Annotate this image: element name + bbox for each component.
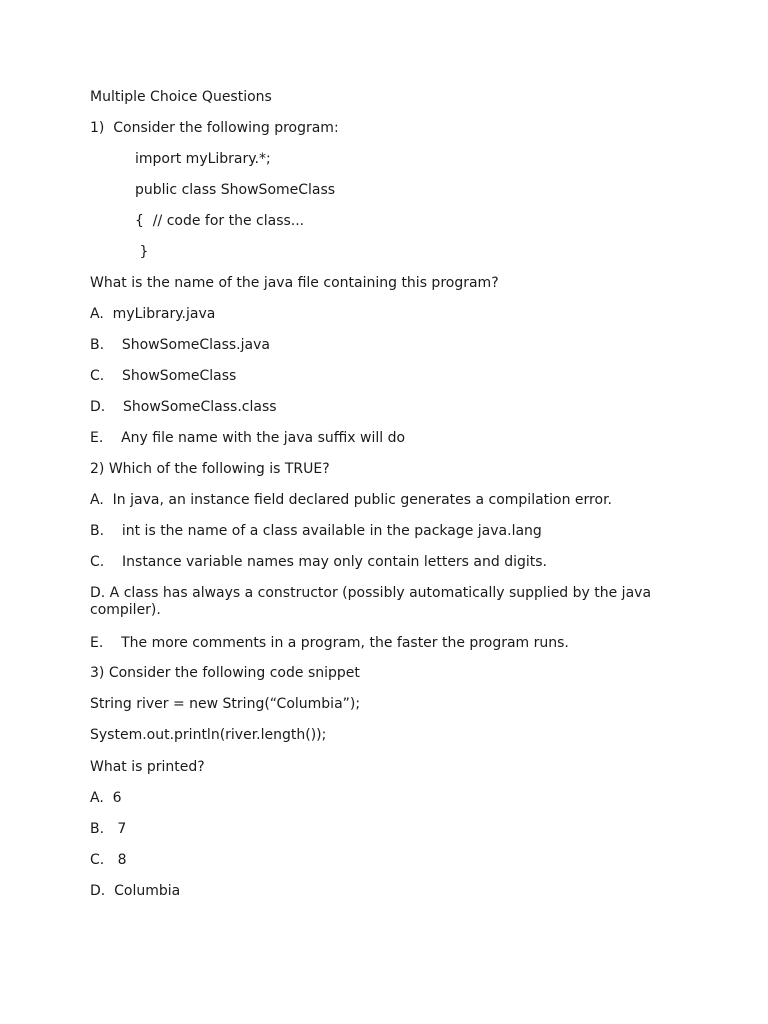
question-3-text: What is printed? xyxy=(90,759,205,775)
question-2-option-c: C. Instance variable names may only contain letters and digits. xyxy=(90,554,548,570)
code-line: String river = new String(“Columbia”); xyxy=(90,696,361,712)
question-3-option-c: C. 8 xyxy=(90,852,127,868)
question-2-option-a: A. In java, an instance field declared public generates a compilation error. xyxy=(90,492,612,508)
question-1-option-c: C. ShowSomeClass xyxy=(90,368,237,384)
question-3-option-d: D. Columbia xyxy=(90,883,181,899)
code-line: System.out.println(river.length()); xyxy=(90,727,327,743)
question-1-prompt: 1) Consider the following program: xyxy=(90,120,339,136)
question-1-option-e: E. Any file name with the java suffix will do xyxy=(90,430,406,446)
question-3-prompt: 3) Consider the following code snippet xyxy=(90,665,360,681)
question-3-option-a: A. 6 xyxy=(90,790,122,806)
code-line: import myLibrary.*; xyxy=(135,151,271,167)
question-3-option-b: B. 7 xyxy=(90,821,127,837)
question-1-text: What is the name of the java file containing this program? xyxy=(90,275,499,291)
code-line: } xyxy=(135,244,149,260)
code-line: { // code for the class... xyxy=(135,213,305,229)
question-1-option-d: D. ShowSomeClass.class xyxy=(90,399,277,415)
question-2-option-b: B. int is the name of a class available in the package java.lang xyxy=(90,523,542,539)
document-heading: Multiple Choice Questions xyxy=(90,89,272,105)
question-2-option-e: E. The more comments in a program, the faster the program runs. xyxy=(90,635,569,651)
question-1-option-a: A. myLibrary.java xyxy=(90,306,216,322)
question-2-option-d: D. A class has always a constructor (possibly automatically supplied by the java compiler). xyxy=(90,585,652,618)
code-line: public class ShowSomeClass xyxy=(135,182,336,198)
question-1-option-b: B. ShowSomeClass.java xyxy=(90,337,270,353)
question-2-prompt: 2) Which of the following is TRUE? xyxy=(90,461,330,477)
